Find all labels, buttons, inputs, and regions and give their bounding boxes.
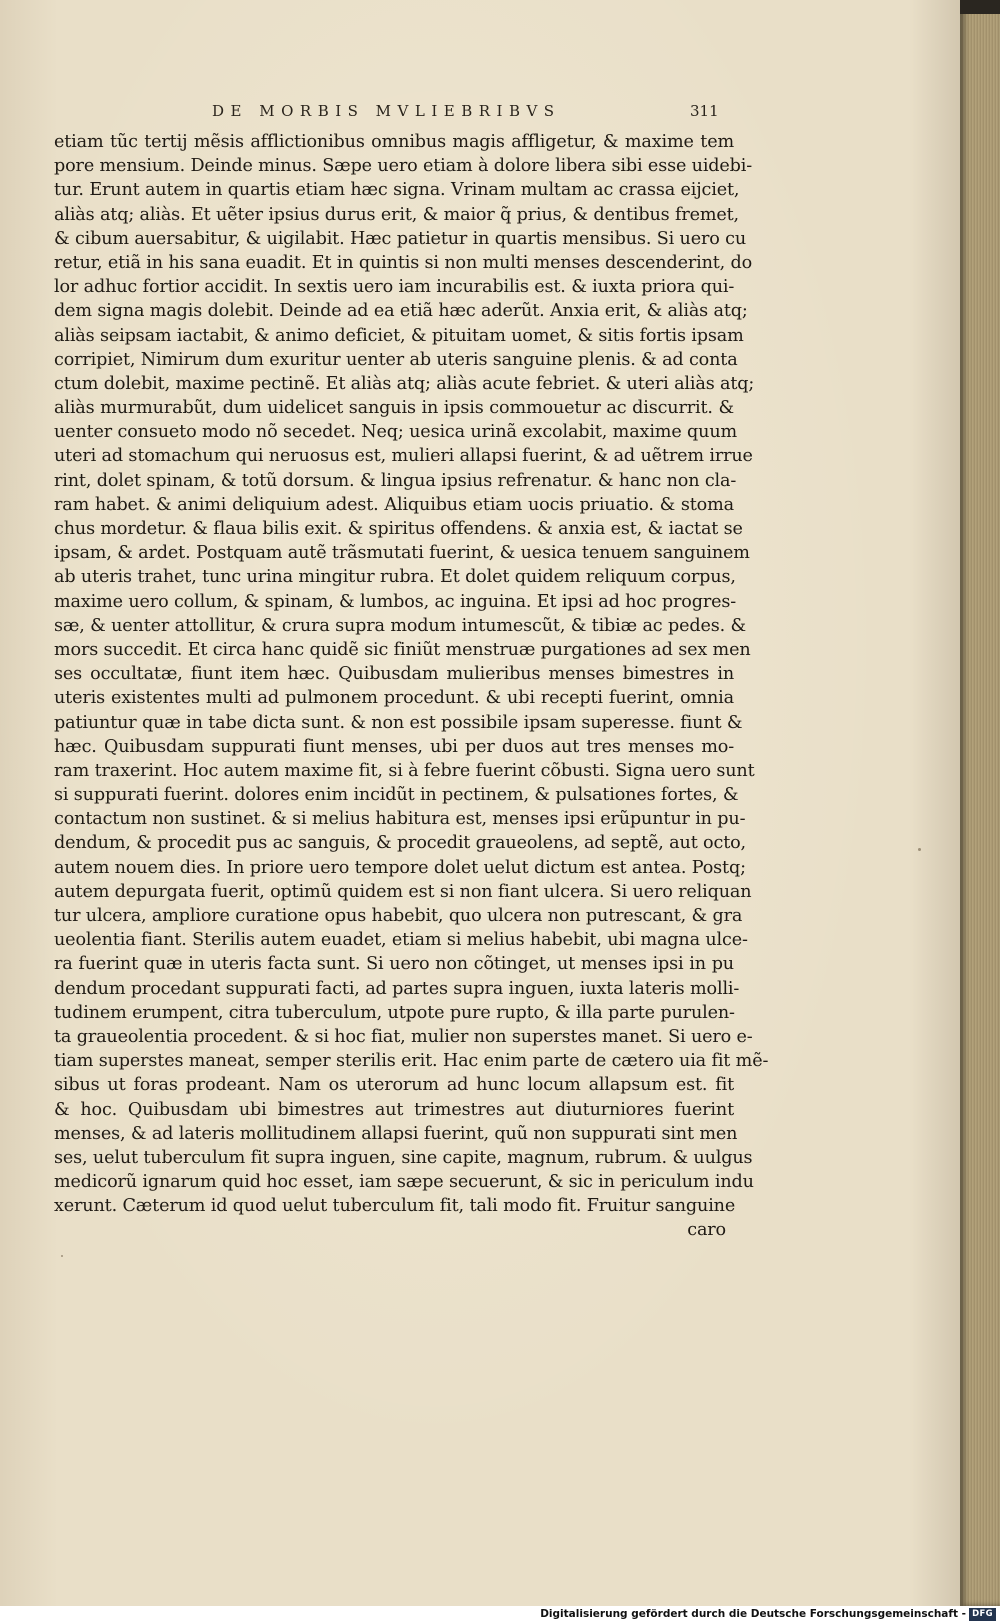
text-line: ta graueolentia procedent. & si hoc fiat, mulier non superstes manet. Si uero e- bbox=[54, 1026, 753, 1047]
text-line: ses occultatæ, fiunt item hæc. Quibusdam mulieribus menses bimestres in bbox=[54, 664, 734, 685]
text-line: ses, uelut tuberculum fit supra inguen, sine capite, magnum, rubrum. & uulgus bbox=[54, 1147, 753, 1168]
text-line: xerunt. Cæterum id quod uelut tuberculum fit, tali modo fit. Fruitur sanguine bbox=[54, 1196, 736, 1217]
text-line: uenter consueto modo nõ secedet. Neq; uesica urinã excolabit, maxime quum bbox=[54, 422, 738, 443]
text-line: aliàs seipsam iactabit, & animo deficiet, & pituitam uomet, & sitis fortis ipsam bbox=[54, 325, 744, 346]
text-line: autem nouem dies. In priore uero tempore dolet uelut dictum est antea. Postq; bbox=[54, 857, 746, 878]
text-line: aliàs atq; aliàs. Et uẽter ipsius durus erit, & maior q̃ prius, & dentibus fremet, bbox=[54, 204, 739, 225]
text-line: ra fuerint quæ in uteris facta sunt. Si uero non cõtinget, ut menses ipsi in pu bbox=[54, 954, 734, 975]
text-line: si suppurati fuerint. dolores enim incidũt in pectinem, & pulsationes fortes, & bbox=[54, 785, 739, 806]
text-line: aliàs murmurabũt, dum uidelicet sanguis in ipsis commouetur ac discurrit. & bbox=[54, 398, 734, 419]
text-line: tudinem erumpent, citra tuberculum, utpote pure rupto, & illa parte purulen- bbox=[54, 1002, 735, 1023]
text-line: mors succedit. Et circa hanc quidẽ sic finiũt menstruæ purgationes ad sex men bbox=[54, 639, 751, 660]
dfg-logo: DFG bbox=[969, 1608, 996, 1621]
text-line: pore mensium. Deinde minus. Sæpe uero etiam à dolore libera sibi esse uidebi- bbox=[54, 156, 753, 177]
text-line: ipsam, & ardet. Postquam autẽ trãsmutati fuerint, & uesica tenuem sanguinem bbox=[54, 543, 750, 564]
text-line: ctum dolebit, maxime pectinẽ. Et aliàs atq; aliàs acute febriet. & uteri aliàs atq; bbox=[54, 373, 755, 394]
text-line: contactum non sustinet. & si melius habitura est, menses ipsi erũpuntur in pu- bbox=[54, 809, 746, 830]
folio-number: 311 bbox=[690, 102, 719, 120]
text-line: dendum, & procedit pus ac sanguis, & procedit graueolens, ad septẽ, aut octo, bbox=[54, 833, 747, 854]
text-line: etiam tũc tertij mẽsis afflictionibus omnibus magis affligetur, & maxime tem bbox=[54, 132, 734, 152]
text-line: uteris existentes multi ad pulmonem procedunt. & ubi recepti fuerint, omnia bbox=[54, 688, 734, 709]
text-line: sibus ut foras prodeant. Nam os uterorum ad hunc locum allapsum est. fit bbox=[54, 1075, 734, 1096]
text-line: uteri ad stomachum qui neruosus est, mulieri allapsi fuerint, & ad uẽtrem irrue bbox=[54, 446, 753, 467]
text-line: & cibum auersabitur, & uigilabit. Hæc patietur in quartis mensibus. Si uero cu bbox=[54, 228, 747, 249]
text-line: medicorũ ignarum quid hoc esset, iam sæpe secuerunt, & sic in periculum indu bbox=[54, 1172, 754, 1193]
text-line: tur ulcera, ampliore curatione opus habebit, quo ulcera non putrescant, & gra bbox=[54, 906, 743, 926]
text-line: ab uteris trahet, tunc urina mingitur rubra. Et dolet quidem reliquum corpus, bbox=[54, 567, 736, 588]
running-title: DE MORBIS MVLIEBRIBVS bbox=[212, 102, 561, 120]
text-line: autem depurgata fuerit, optimũ quidem est si non fiant ulcera. Si uero reliquan bbox=[54, 881, 752, 902]
text-line: ram traxerint. Hoc autem maxime fit, si à febre fuerint cõbusti. Signa uero sunt bbox=[54, 760, 755, 781]
body-text bbox=[54, 130, 769, 1243]
text-line: & hoc. Quibusdam ubi bimestres aut trimestres aut diuturniores fuerint bbox=[54, 1099, 734, 1120]
text-line: patiuntur quæ in tabe dicta sunt. & non est possibile ipsam superesse. fiunt & bbox=[54, 712, 743, 733]
text-line: maxime uero collum, & spinam, & lumbos, ac inguina. Et ipsi ad hoc progres- bbox=[54, 591, 737, 612]
text-line: chus mordetur. & flaua bilis exit. & spiritus offendens. & anxia est, & iactat se bbox=[54, 519, 743, 539]
text-line: dendum procedant suppurati facti, ad partes supra inguen, iuxta lateris molli- bbox=[54, 978, 740, 999]
paper-speck bbox=[918, 848, 921, 851]
footer-credit: Digitalisierung gefördert durch die Deutsche Forschungsgemeinschaft - bbox=[540, 1608, 966, 1620]
text-line: dem signa magis dolebit. Deinde ad ea etiã hæc aderũt. Anxia erit, & aliàs atq; bbox=[54, 301, 748, 322]
text-line: retur, etiã in his sana euadit. Et in quintis si non multi menses descenderint, do bbox=[54, 252, 753, 273]
text-line: corripiet, Nimirum dum exuritur uenter ab uteris sanguine plenis. & ad conta bbox=[54, 349, 738, 370]
text-line: rint, dolet spinam, & totũ dorsum. & lingua ipsius refrenatur. & hanc non cla- bbox=[54, 470, 737, 491]
text-line: ueolentia fiant. Sterilis autem euadet, etiam si melius habebit, ubi magna ulce- bbox=[54, 930, 748, 951]
text-line: ram habet. & animi deliquium adest. Aliquibus etiam uocis priuatio. & stoma bbox=[54, 494, 734, 515]
text-line: hæc. Quibusdam suppurati fiunt menses, ubi per duos aut tres menses mo- bbox=[54, 736, 734, 757]
text-line: lor adhuc fortior accidit. In sextis uero iam incurabilis est. & iuxta priora qui- bbox=[54, 277, 735, 298]
text-line: menses, & ad lateris mollitudinem allapsi fuerint, quũ non suppurati sint men bbox=[54, 1123, 738, 1144]
running-head bbox=[0, 102, 967, 128]
paper-speck bbox=[61, 1255, 63, 1257]
text-line: tiam superstes maneat, semper sterilis erit. Hac enim parte de cætero uia fit mẽ- bbox=[54, 1051, 769, 1072]
catchword: caro bbox=[687, 1220, 726, 1241]
text-line: sæ, & uenter attollitur, & crura supra modum intumescũt, & tibiæ ac pedes. & bbox=[54, 615, 746, 636]
page-edges bbox=[960, 0, 1000, 1606]
digitization-footer bbox=[0, 1606, 1000, 1624]
text-line: tur. Erunt autem in quartis etiam hæc signa. Vrinam multam ac crassa eijciet, bbox=[54, 180, 740, 201]
